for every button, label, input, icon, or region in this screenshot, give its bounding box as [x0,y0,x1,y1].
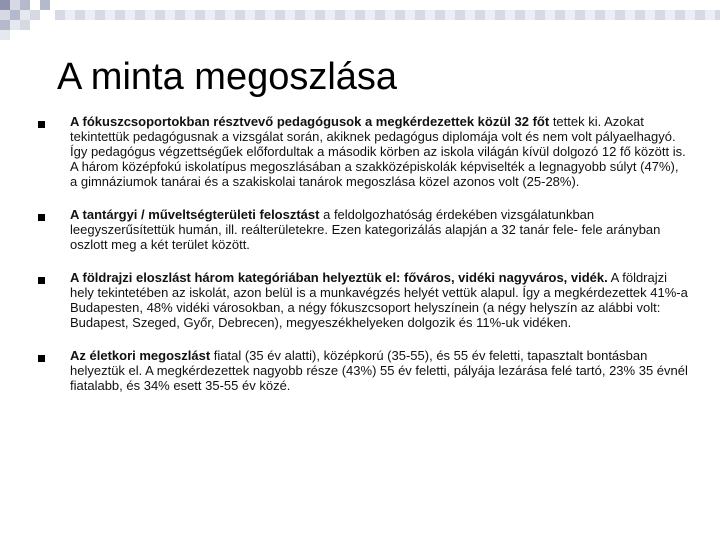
bullet-paragraph [70,207,688,252]
bullet-body: A földrajzi hely tekintetében az iskolát, azon belül is a munkavégzés helyét vettük alapul. Így a megkérdezettek 41%-a Budapesten, 48% vidéki városokban, a négy fókuszcsoport helyszínein (a négy helyszín az alábbi volt: Budapest, Szeged, Győr, Debrecen), megyeszékhelyeken dolgozik és 11%-uk vidéken. [70,270,688,330]
page-title: A minta megoszlása [57,56,398,98]
bullet-body: a feldolgozhatóság érdekében vizsgálatunkban leegyszerűsítettük humán, ill. reálterületekre. Ezen kategorizálás alapján a 32 tanár fele- fele arányban oszlott meg a két terület között. [70,207,661,252]
decorative-checker-pattern [0,0,720,40]
bullet-square-icon [38,277,45,284]
bullet-square-icon [38,121,45,128]
list-item [38,114,688,189]
bullet-paragraph [70,114,688,189]
list-item [38,348,688,393]
bullet-list [38,114,688,411]
bullet-lead: A fókuszcsoportokban résztvevő pedagógusok a megkérdezettek közül 32 főt [70,114,550,129]
bullet-square-icon [38,355,45,362]
bullet-lead: A tantárgyi / műveltségterületi felosztást [70,207,320,222]
bullet-lead: A földrajzi eloszlást három kategóriában helyeztük el: főváros, vidéki nagyváros, vidék. [70,270,608,285]
bullet-lead: Az életkori megoszlást [70,348,211,363]
bullet-body: fiatal (35 év alatti), középkorú (35-55), és 55 év feletti, tapasztalt bontásban helyeztük el. A megkérdezettek nagyobb része (43%) 55 év feletti, pályája lezárása felé tartó, 23% 35 évnél fiatalabb, és 34% esett 35-55 év közé. [70,348,688,393]
bullet-paragraph [70,270,688,330]
bullet-paragraph [70,348,688,393]
list-item [38,207,688,252]
bullet-body: tettek ki. Azokat tekintettük pedagógusnak a vizsgálat során, akiknek pedagógus diplomája volt és nem volt pályaelhagyó. Így pedagógus végzettségűek előfordultak a második körben az iskola világán kívül dolgozó 12 fő között is. A három középfokú iskolatípus megoszlásában a szakközépiskolák képviselték a legnagyobb súlyt (47%), a gimnáziumok tanárai és a szakiskolai tanárok megoszlása közel azonos volt (25-28%). [70,114,686,189]
bullet-square-icon [38,214,45,221]
list-item [38,270,688,330]
